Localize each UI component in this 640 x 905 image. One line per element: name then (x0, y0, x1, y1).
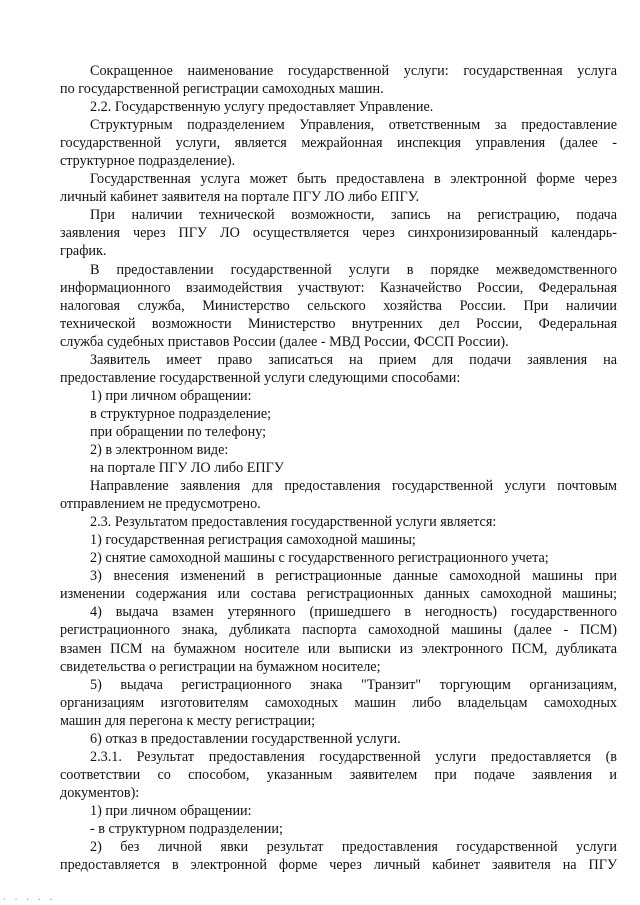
text-line: регистрационного знака, дубликата паспорта самоходной машины (далее - ПСМ) (60, 622, 617, 639)
text-line: машин для перегона к месту регистрации; (60, 712, 316, 729)
text-line: свидетельства о регистрации на бумажном носителе; (60, 658, 381, 675)
text-line: 2) снятие самоходной машины с государственного регистрационного учета; (90, 550, 549, 567)
text-line: личный кабинет заявителя на портале ПГУ ЛО либо ЕПГУ. (60, 189, 419, 206)
text-line: предоставление государственной услуги следующими способами: (60, 369, 461, 386)
document-body (60, 62, 617, 874)
text-line: организациям изготовителям самоходных машин либо владельцам самоходных (60, 694, 617, 711)
text-line: 1) государственная регистрация самоходной машины; (90, 532, 416, 549)
text-line: Государственная услуга может быть предоставлена в электронной форме через (90, 171, 617, 188)
text-line: технической возможности Министерство внутренних дел России, Федеральная (60, 315, 617, 332)
text-line: на портале ПГУ ЛО либо ЕПГУ (90, 460, 284, 477)
text-line: В предоставлении государственной услуги в порядке межведомственного (90, 261, 617, 278)
text-line: 2.3. Результатом предоставления государственной услуги является: (90, 514, 497, 531)
text-line: документов): (60, 784, 140, 801)
text-line: Сокращенное наименование государственной услуги: государственная услуга (90, 63, 617, 79)
text-line: государственной услуги, является межрайонная инспекция управления (далее - (60, 135, 617, 152)
text-line: в структурное подразделение; (90, 405, 272, 422)
text-line: соответствии со способом, указанным заявителем при подаче заявления и (60, 766, 617, 783)
text-line: служба судебных приставов России (далее - МВД России, ФССП России). (60, 333, 509, 350)
text-line: заявления через ПГУ ЛО осуществляется через синхронизированный календарь- (60, 225, 617, 242)
text-line: 6) отказ в предоставлении государственной услуги. (90, 730, 401, 747)
scan-artifact: · · · · · (2, 895, 55, 904)
text-line: изменении содержания или состава регистрационных данных самоходной машины; (60, 586, 617, 603)
text-line: информационного взаимодействия участвуют: Казначейство России, Федеральная (60, 279, 617, 296)
text-line: 1) при личном обращении: (90, 387, 252, 404)
text-line: взамен ПСМ на бумажном носителе или выписки из электронного ПСМ, дубликата (60, 640, 617, 657)
text-line: 2) без личной явки результат предоставления государственной услуги (90, 839, 617, 856)
text-line: Структурным подразделением Управления, ответственным за предоставление (90, 117, 617, 134)
text-line: 2.3.1. Результат предоставления государственной услуги предоставляется (в (90, 748, 617, 765)
text-line: Заявитель имеет право записаться на прием для подачи заявления на (90, 351, 617, 368)
text-line: 1) при личном обращении: (90, 802, 252, 819)
text-line: по государственной регистрации самоходных машин. (60, 81, 384, 98)
text-line: предоставляется в электронной форме через личный кабинет заявителя на ПГУ (60, 857, 617, 874)
text-line: - в структурном подразделении; (90, 820, 283, 837)
text-line: при обращении по телефону; (90, 423, 267, 440)
text-line: структурное подразделение). (60, 153, 236, 170)
text-line: 5) выдача регистрационного знака "Транзит" торгующим организациям, (90, 676, 617, 693)
text-line: налоговая служба, Министерство сельского хозяйства России. При наличии (60, 297, 617, 314)
text-line: 2.2. Государственную услугу предоставляет Управление. (90, 99, 434, 116)
text-line: 4) выдача взамен утерянного (пришедшего в негодность) государственного (90, 604, 617, 621)
text-line: 2) в электронном виде: (90, 441, 229, 458)
text-line: график. (60, 243, 107, 260)
text-line: отправлением не предусмотрено. (60, 496, 261, 513)
text-line: При наличии технической возможности, запись на регистрацию, подача (90, 207, 617, 224)
text-line: Направление заявления для предоставления государственной услуги почтовым (90, 478, 617, 495)
text-line: 3) внесения изменений в регистрационные данные самоходной машины при (90, 568, 617, 585)
